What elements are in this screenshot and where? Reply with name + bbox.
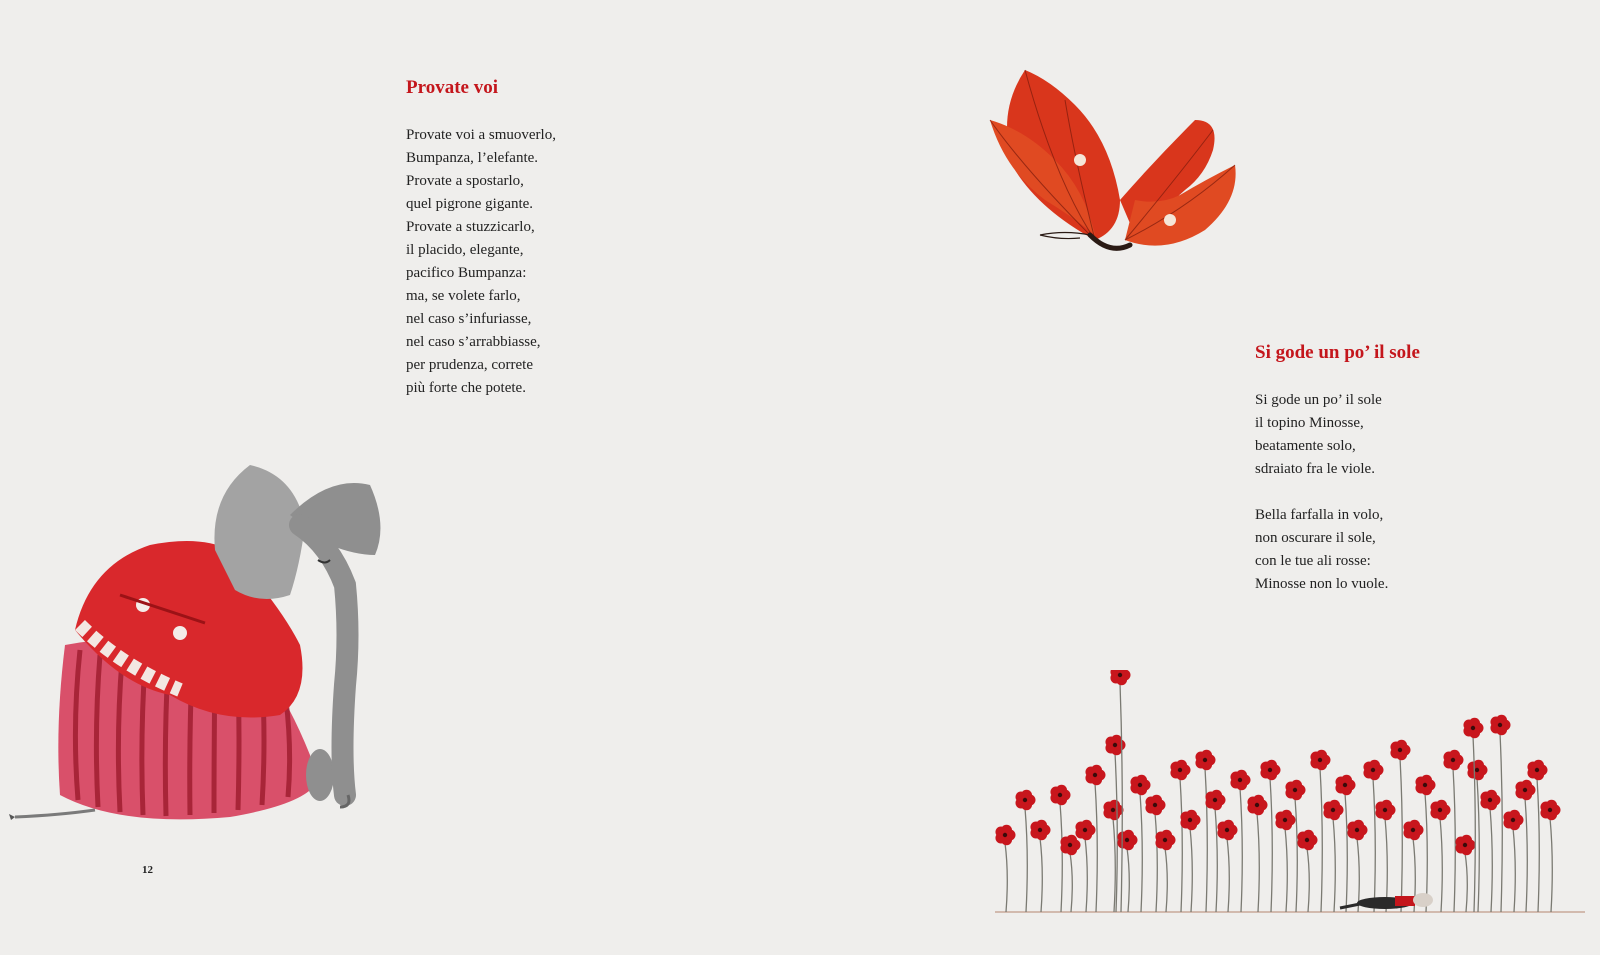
poem-line: quel pigrone gigante. bbox=[406, 196, 534, 212]
poem-line: Bumpanza, l’elefante. bbox=[406, 150, 539, 166]
poem-line: non oscurare il sole, bbox=[1255, 530, 1376, 546]
poem-line: più forte che potete. bbox=[406, 380, 526, 396]
poem-line: sdraiato fra le viole. bbox=[1255, 461, 1375, 477]
poem-line: Provate voi a smuoverlo, bbox=[406, 127, 556, 143]
poem-line: il placido, elegante, bbox=[406, 242, 524, 258]
poem-body-provate-voi bbox=[406, 124, 556, 400]
poem-line: nel caso s’infuriasse, bbox=[406, 311, 532, 327]
stanza bbox=[1255, 504, 1388, 596]
poem-line: nel caso s’arrabbiasse, bbox=[406, 334, 541, 350]
poem-line: il topino Minosse, bbox=[1255, 415, 1364, 431]
poem-title-provate-voi: Provate voi bbox=[406, 77, 498, 98]
poem-line: beatamente solo, bbox=[1255, 438, 1356, 454]
poem-line: Si gode un po’ il sole bbox=[1255, 392, 1382, 408]
poem-title-si-gode: Si gode un po’ il sole bbox=[1255, 342, 1420, 363]
poem-line: Bella farfalla in volo, bbox=[1255, 507, 1384, 523]
stanza bbox=[1255, 389, 1388, 481]
poem-body-si-gode bbox=[1255, 389, 1388, 596]
poppy-field-illustration bbox=[995, 670, 1595, 920]
elephant-illustration bbox=[0, 455, 400, 855]
poem-line: con le tue ali rosse: bbox=[1255, 553, 1371, 569]
poem-line: per prudenza, correte bbox=[406, 357, 534, 373]
poem-line: ma, se volete farlo, bbox=[406, 288, 521, 304]
butterfly-illustration bbox=[985, 60, 1255, 270]
poem-line: Provate a spostarlo, bbox=[406, 173, 524, 189]
poem-line: pacifico Bumpanza: bbox=[406, 265, 527, 281]
page-number: 12 bbox=[142, 864, 153, 876]
poem-line: Minosse non lo vuole. bbox=[1255, 576, 1389, 592]
poem-line: Provate a stuzzicarlo, bbox=[406, 219, 535, 235]
